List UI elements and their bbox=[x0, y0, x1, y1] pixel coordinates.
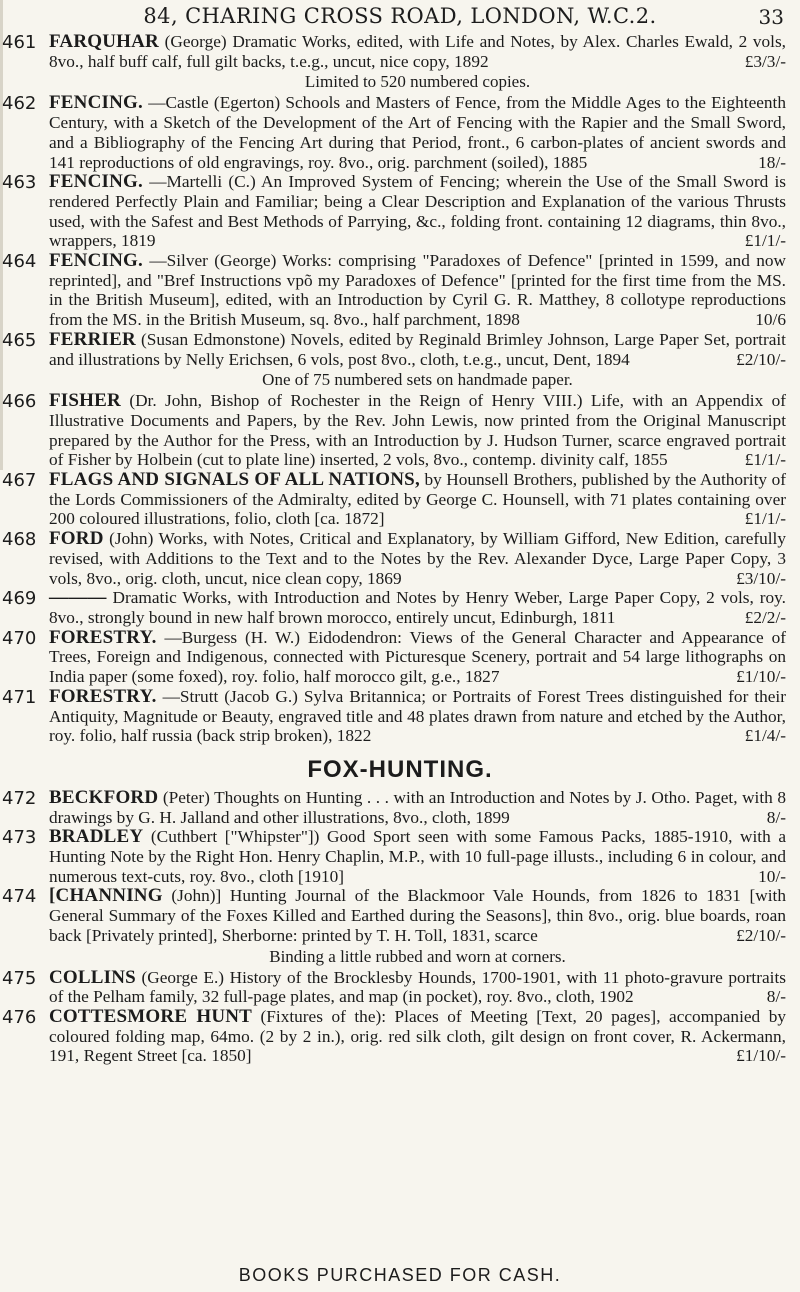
entry-price: £3/10/- bbox=[736, 568, 786, 588]
entry-description: (Peter) Thoughts on Hunting . . . with an Introduction and Notes by J. Otho. Paget, with 8 drawings by G. H. Jalland and other illustrations, 8vo., cloth, 1899 bbox=[49, 787, 786, 827]
entry-price: £1/1/- bbox=[744, 509, 786, 529]
catalogue-entry bbox=[0, 1007, 800, 1066]
entry-heading: FENCING. bbox=[49, 250, 143, 272]
entry-heading: FORESTRY. bbox=[49, 626, 157, 648]
entry-heading: FORD bbox=[49, 528, 104, 550]
entry-body bbox=[49, 330, 786, 369]
entry-price: £1/1/- bbox=[744, 231, 786, 251]
entry-description: —Castle (Egerton) Schools and Masters of Fence, from the Middle Ages to the Eighteenth Century, with a Sketch of the Development of the Art of Fencing with the Rapier and the Small Sword, and a Bibliography of the Fencing Art during that Period, front., 6 carbon-plates of ancient swords and 141 reproductions of old engravings, roy. 8vo., orig. parchment (soiled), 1885 bbox=[49, 93, 786, 172]
entry-number: 474 bbox=[2, 886, 37, 908]
entry-number: 468 bbox=[2, 529, 37, 551]
entry-description: (George E.) History of the Brocklesby Hounds, 1700-1901, with 11 photo-gravure portraits of the Pelham family, 32 full-page plates, and map (in pocket), roy. 8vo., cloth, 1902 bbox=[49, 967, 786, 1007]
entry-body bbox=[49, 1007, 786, 1066]
entry-number: 470 bbox=[2, 627, 37, 649]
entry-heading: BECKFORD bbox=[49, 786, 159, 808]
entry-note: Binding a little rubbed and worn at corners. bbox=[269, 946, 566, 966]
entry-number: 462 bbox=[2, 93, 37, 115]
entry-price: £1/1/- bbox=[744, 450, 786, 470]
entry-heading: FENCING. bbox=[49, 171, 143, 193]
entry-number: 466 bbox=[2, 391, 37, 413]
entry-body bbox=[49, 529, 786, 588]
entry-description: by Hounsell Brothers, published by the Authority of the Lords Commissioners of the Admiralty, edited by George C. Hounsell, with 71 plates containing over 200 coloured illustrations, folio, cloth [ca. 1872] bbox=[49, 470, 786, 529]
entry-price: 10/6 bbox=[755, 310, 786, 330]
entry-heading: COTTESMORE HUNT bbox=[49, 1005, 253, 1027]
entry-heading: COLLINS bbox=[49, 966, 136, 988]
catalogue-entry bbox=[0, 886, 800, 967]
entry-description: —Silver (George) Works: comprising "Paradoxes of Defence" [printed in 1599, and now reprinted], and "Bref Instructions vpõ my Paradoxes of Defence" [printed for the first time from the MS. in the British Museum], edited, with an Introduction by Cyril G. R. Matthey, 8 collotype reproductions from the MS. in the British Museum, sq. 8vo., half parchment, 1898 bbox=[49, 251, 786, 330]
catalogue-entry bbox=[0, 968, 800, 1007]
entry-description: (Fixtures of the): Places of Meeting [Text, 20 pages], accompanied by coloured folding map, 64mo. (2 by 2 in.), orig. red silk cloth, gilt design on front cover, R. Ackermann, 191, Regent Street [ca. 1850] bbox=[49, 1006, 786, 1066]
entry-number: 463 bbox=[2, 172, 37, 194]
entry-body bbox=[49, 968, 786, 1007]
entry-body bbox=[49, 788, 786, 827]
page-number: 33 bbox=[758, 5, 784, 29]
entry-number: 467 bbox=[2, 470, 37, 492]
entry-heading: FISHER bbox=[49, 390, 121, 412]
catalogue-entry bbox=[0, 687, 800, 746]
catalogue-entry bbox=[0, 827, 800, 886]
catalogue-entry bbox=[0, 32, 800, 93]
entry-price: £3/3/- bbox=[744, 51, 786, 71]
entry-number: 472 bbox=[2, 787, 37, 809]
entry-price: 8/- bbox=[766, 987, 786, 1007]
entry-number: 471 bbox=[2, 686, 37, 708]
entry-body bbox=[49, 93, 786, 172]
catalogue-entry bbox=[0, 628, 800, 687]
entry-number: 464 bbox=[2, 251, 37, 273]
section-title: FOX-HUNTING. bbox=[307, 755, 493, 783]
entry-description: Dramatic Works, with Introduction and Notes by Henry Weber, Large Paper Copy, 2 vols, roy. 8vo., strongly bound in new half brown morocco, entirely uncut, Edinburgh, 1811 bbox=[49, 588, 786, 627]
page-footer: BOOKS PURCHASED FOR CASH. bbox=[238, 1265, 562, 1285]
entry-price: £1/10/- bbox=[736, 1046, 786, 1066]
entry-body bbox=[49, 687, 786, 746]
entry-description: (George) Dramatic Works, edited, with Life and Notes, by Alex. Charles Ewald, 2 vols, 8vo., half buff calf, full gilt backs, t.e.g., uncut, nice copy, 1892 bbox=[49, 32, 786, 71]
entry-list-2 bbox=[0, 788, 800, 1066]
catalogue-entry bbox=[0, 93, 800, 172]
entry-heading: FENCING. bbox=[49, 92, 143, 114]
entry-heading: [CHANNING bbox=[49, 885, 163, 907]
catalogue-entry bbox=[0, 588, 800, 627]
entry-body bbox=[49, 391, 786, 470]
entry-list-1 bbox=[0, 32, 800, 746]
catalogue-entry bbox=[0, 172, 800, 251]
entry-description: —Burgess (H. W.) Eidodendron: Views of the General Character and Appearance of Trees, Foreign and Indigenous, connected with Picturesque Scenery, portrait and 54 large lithographs on India paper (some foxed), roy. folio, half morocco gilt, g.e., 1827 bbox=[49, 627, 786, 687]
page-header bbox=[0, 0, 800, 34]
page-header-title: 84, CHARING CROSS ROAD, LONDON, W.C.2. bbox=[143, 4, 657, 28]
entry-number: 461 bbox=[2, 32, 37, 53]
entry-number: 475 bbox=[2, 967, 37, 989]
entry-body bbox=[49, 32, 786, 71]
entry-heading: FARQUHAR bbox=[49, 31, 159, 52]
entry-note: Limited to 520 numbered copies. bbox=[304, 72, 531, 92]
entry-description: —Strutt (Jacob G.) Sylva Britannica; or Portraits of Forest Trees distinguished for their Antiquity, Magnitude or Beauty, engraved title and 48 plates drawn from nature and etched by the Author, roy. folio, half russia (back strip broken), 1822 bbox=[49, 686, 786, 746]
entry-description: (John) Works, with Notes, Critical and Explanatory, by William Gifford, New Edition, carefully revised, with Additions to the Text and to the Notes by the Rev. Alexander Dyce, Large Paper Copy, 3 vols, 8vo., orig. cloth, uncut, nice clean copy, 1869 bbox=[49, 529, 787, 588]
entry-price: £2/2/- bbox=[744, 607, 786, 627]
entry-price: £2/10/- bbox=[736, 349, 786, 369]
entry-heading: BRADLEY bbox=[49, 826, 144, 848]
entry-heading: FLAGS AND SIGNALS OF ALL NATIONS, bbox=[49, 469, 420, 491]
entry-description: (John)] Hunting Journal of the Blackmoor Vale Hounds, from 1826 to 1831 [with General Summary of the Foxes Killed and Earthed during the Seasons], thin 8vo., orig. blue boards, roan back [Privately printed], Sherborne: printed by T. H. Toll, 1831, scarce bbox=[49, 886, 786, 945]
entry-body bbox=[49, 470, 786, 529]
catalogue-entry bbox=[0, 251, 800, 330]
catalogue-entry bbox=[0, 470, 800, 529]
entry-body bbox=[49, 172, 786, 251]
catalogue-entry bbox=[0, 788, 800, 827]
entry-number: 469 bbox=[2, 588, 37, 610]
entry-price: 18/- bbox=[758, 152, 786, 172]
entry-description: —Martelli (C.) An Improved System of Fencing; wherein the Use of the Small Sword is rendered Perfectly Plain and Familiar; being a Clear Description and Explanation of the various Thrusts used, with the Safest and Best Methods of Parrying, &c., folding front. containing 12 diagrams, thin 8vo., wrappers, 1819 bbox=[49, 172, 786, 251]
entry-price: 8/- bbox=[766, 807, 786, 827]
entry-description: (Susan Edmonstone) Novels, edited by Reginald Brimley Johnson, Large Paper Set, portrait and illustrations by Nelly Erichsen, 6 vols, post 8vo., cloth, t.e.g., uncut, Dent, 1894 bbox=[49, 329, 786, 369]
entry-heading: FERRIER bbox=[49, 328, 136, 350]
entry-price: £1/10/- bbox=[736, 667, 786, 687]
catalogue-entry bbox=[0, 391, 800, 470]
entry-body bbox=[49, 251, 786, 330]
entry-body bbox=[49, 628, 786, 687]
entry-body bbox=[49, 827, 786, 886]
entry-number: 465 bbox=[2, 329, 37, 351]
entry-description: (Cuthbert ["Whipster"]) Good Sport seen with some Famous Packs, 1885-1910, with a Hunting Note by the Right Hon. Henry Chaplin, M.P., with 10 full-page illusts., including 6 in colour, and numerous text-cuts, roy. 8vo., cloth [1910] bbox=[49, 827, 786, 886]
entry-price: £2/10/- bbox=[736, 925, 786, 945]
catalogue-entry bbox=[0, 529, 800, 588]
entry-price: 10/- bbox=[758, 866, 786, 886]
catalogue-entry bbox=[0, 330, 800, 391]
entry-body bbox=[49, 588, 786, 627]
entry-price: £1/4/- bbox=[744, 726, 786, 746]
entry-heading: ——— bbox=[49, 587, 107, 609]
entry-heading: FORESTRY. bbox=[49, 685, 157, 707]
catalogue-entries bbox=[0, 32, 800, 1066]
entry-note: One of 75 numbered sets on handmade paper. bbox=[262, 370, 573, 390]
entry-body bbox=[49, 886, 786, 945]
entry-description: (Dr. John, Bishop of Rochester in the Reign of Henry VIII.) Life, with an Appendix of Illustrative Documents and Papers, by the Rev. John Lewis, now printed from the Original Manuscript prepared by the Author for the Press, with an Introduction by J. Hudson Turner, scarce engraved portrait of Fisher by Holbein (cut to plate line) inserted, 2 vols, 8vo., contemp. divinity calf, 1855 bbox=[49, 391, 786, 470]
entry-number: 476 bbox=[2, 1006, 37, 1028]
entry-number: 473 bbox=[2, 827, 37, 849]
